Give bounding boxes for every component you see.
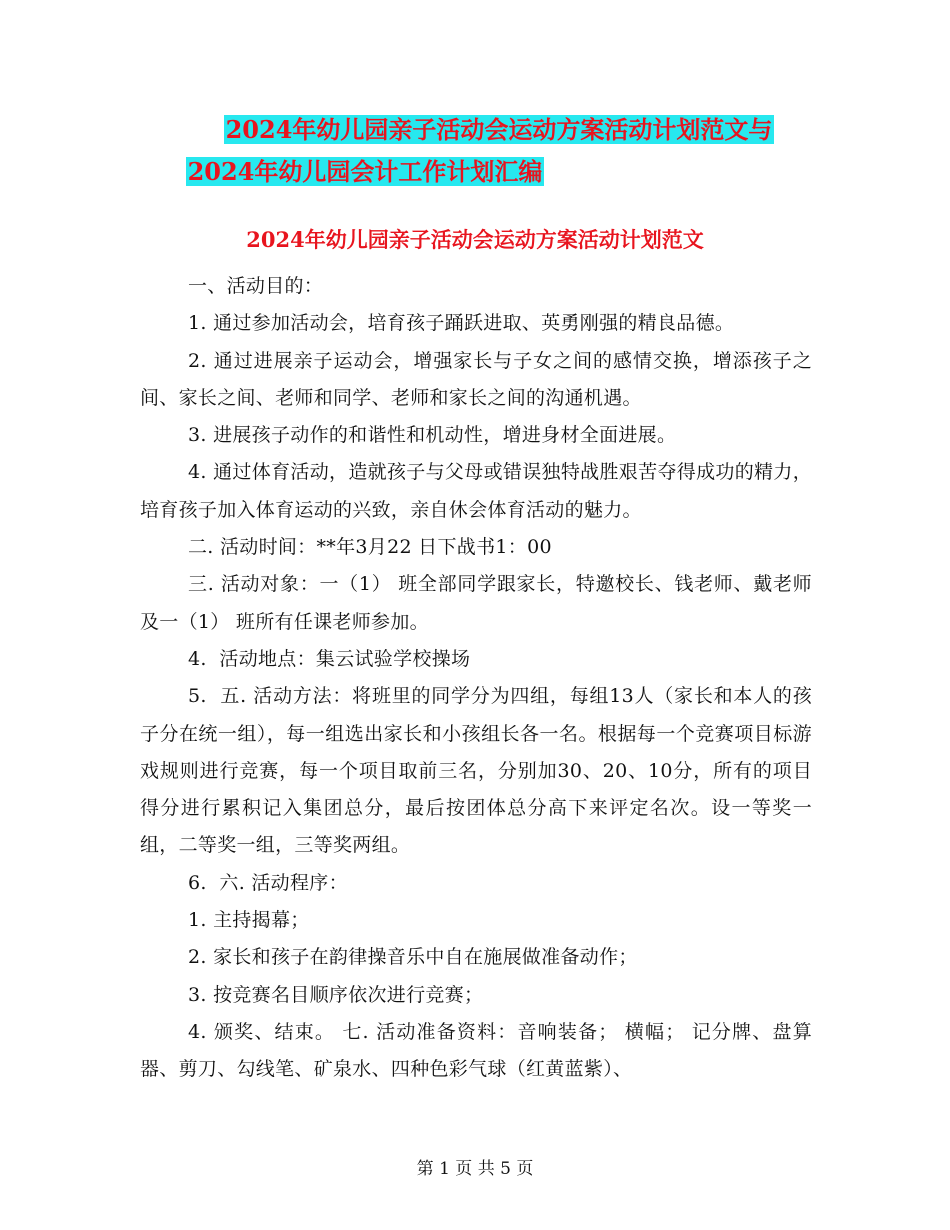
paragraph: 5. 五. 活动方法：将班里的同学分为四组，每组13人（家长和本人的孩子分在统一组），每一组选出家长和小孩组长各一名。根据每一个竞赛项目标游戏规则进行竞赛，每一个项目取前三名，分别加30、20、10分，所有的项目得分进行累积记入集团总分，最后按团体总分高下来评定名次。设一等奖一组，二等奖一组，三等奖两组。 <box>140 685 812 857</box>
paragraph: 二. 活动时间：**年3月22 日下战书1：00 <box>188 536 552 559</box>
page-number-footer: 第 1 页 共 5 页 <box>416 1159 534 1179</box>
section-title: 2024年幼儿园亲子活动会运动方案活动计划范文 <box>246 227 704 252</box>
document-body <box>140 272 812 1089</box>
document-title-line-2 <box>0 153 840 191</box>
paragraph: 一、活动目的： <box>188 275 324 297</box>
paragraph: 4. 颁奖、结束。 七. 活动准备资料：音响装备； 横幅； 记分牌、盘算器、剪刀、勾线笔、矿泉水、四种色彩气球（红黄蓝紫）、 <box>140 1020 812 1081</box>
paragraph: 4. 通过体育活动，造就孩子与父母或错误独特战胜艰苦夺得成功的精力，培育孩子加入体育运动的兴致，亲自休会体育活动的魅力。 <box>140 461 812 521</box>
title-highlight-1: 2024年幼儿园亲子活动会运动方案活动计划范文与 <box>225 115 773 144</box>
paragraph: 3. 按竞赛名目顺序依次进行竞赛； <box>188 983 484 1006</box>
paragraph: 1. 主持揭幕； <box>188 909 310 932</box>
paragraph: 3. 进展孩子动作的和谐性和机动性，增进身材全面进展。 <box>188 424 677 447</box>
paragraph: 2. 家长和孩子在韵律操音乐中自在施展做准备动作； <box>188 946 638 969</box>
title-highlight-2: 2024年幼儿园会计工作计划汇编 <box>187 157 543 186</box>
paragraph: 三. 活动对象：一（1） 班全部同学跟家长，特邀校长、钱老师、戴老师及一（1） 班所有任课老师参加。 <box>140 573 812 633</box>
paragraph: 6. 六. 活动程序： <box>188 871 348 894</box>
paragraph: 2. 通过进展亲子运动会，增强家长与子女之间的感情交换，增添孩子之间、家长之间、老师和同学、老师和家长之间的沟通机遇。 <box>140 349 812 409</box>
document-title-line-1 <box>24 111 950 149</box>
paragraph: 4. 活动地点：集云试验学校操场 <box>188 647 471 670</box>
paragraph: 1. 通过参加活动会，培育孩子踊跃进取、英勇刚强的精良品德。 <box>188 312 735 335</box>
